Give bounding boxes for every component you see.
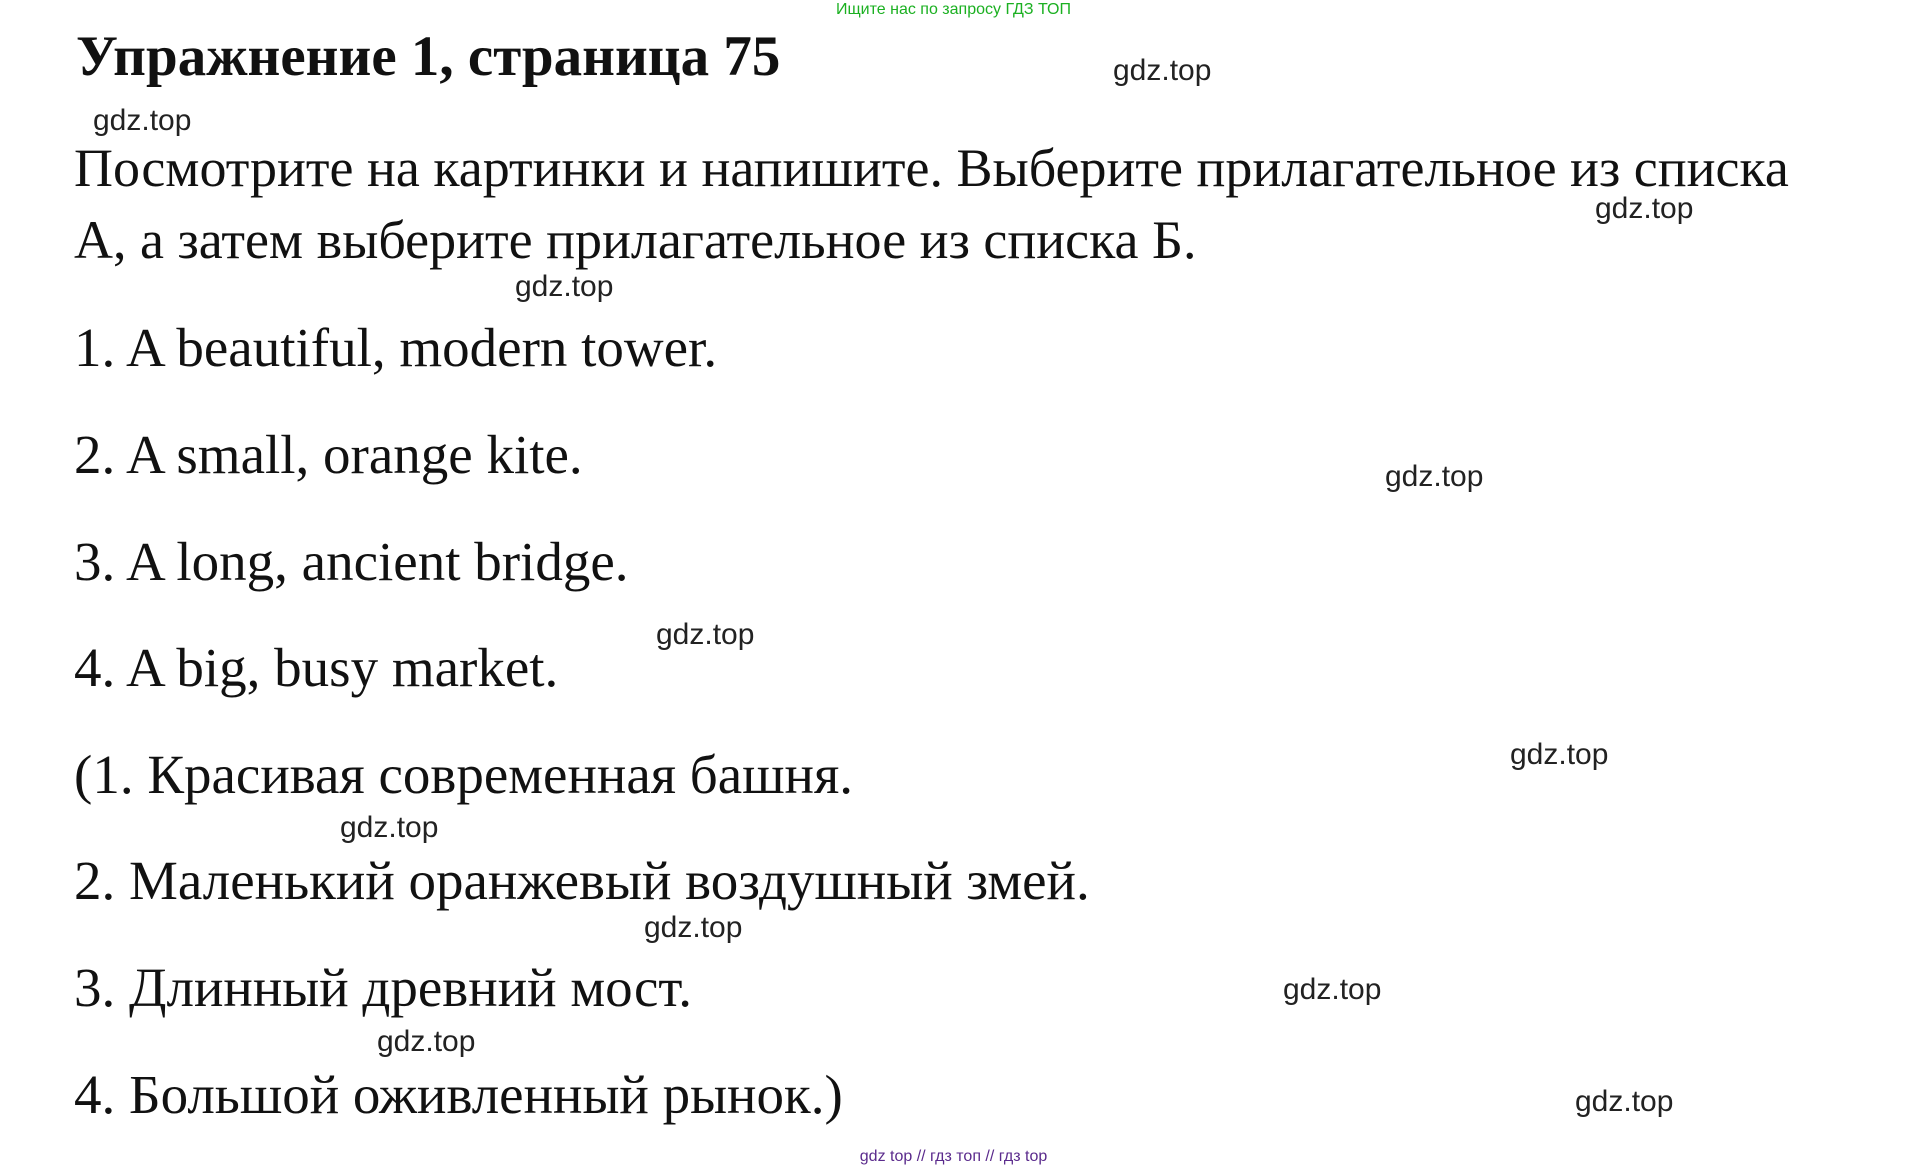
translation-line-4: 4. Большой оживленный рынок.) bbox=[74, 1064, 843, 1125]
watermark: gdz.top bbox=[377, 1025, 476, 1058]
answer-line-1: 1. A beautiful, modern tower. bbox=[74, 317, 718, 378]
watermark: gdz.top bbox=[1510, 738, 1609, 771]
footer-watermark: gdz top // гдз топ // гдз top bbox=[859, 1148, 1048, 1165]
watermark: gdz.top bbox=[1283, 973, 1382, 1006]
watermark: gdz.top bbox=[1575, 1085, 1674, 1118]
watermark: gdz.top bbox=[1595, 192, 1694, 225]
watermark: gdz.top bbox=[515, 270, 614, 303]
answer-line-3: 3. A long, ancient bridge. bbox=[74, 531, 629, 592]
translation-line-1: (1. Красивая современная башня. bbox=[74, 744, 854, 805]
answer-line-2: 2. A small, orange kite. bbox=[74, 424, 583, 485]
watermark: gdz.top bbox=[644, 911, 743, 944]
watermark: gdz.top bbox=[340, 811, 439, 844]
exercise-instruction: Посмотрите на картинки и напишите. Выберите прилагательное из списка А, а затем выберите прилагательное из списка Б. bbox=[74, 138, 1789, 270]
answer-line-4: 4. A big, busy market. bbox=[74, 637, 559, 698]
translation-line-2: 2. Маленький оранжевый воздушный змей. bbox=[74, 850, 1090, 911]
translation-line-3: 3. Длинный древний мост. bbox=[74, 957, 693, 1018]
watermark: gdz.top bbox=[93, 104, 192, 137]
watermark: gdz.top bbox=[656, 618, 755, 651]
watermark: gdz.top bbox=[1385, 460, 1484, 493]
top-banner: Ищите нас по запросу ГДЗ ТОП bbox=[836, 1, 1071, 18]
exercise-title: Упражнение 1, страница 75 bbox=[76, 25, 781, 88]
watermark: gdz.top bbox=[1113, 54, 1212, 87]
